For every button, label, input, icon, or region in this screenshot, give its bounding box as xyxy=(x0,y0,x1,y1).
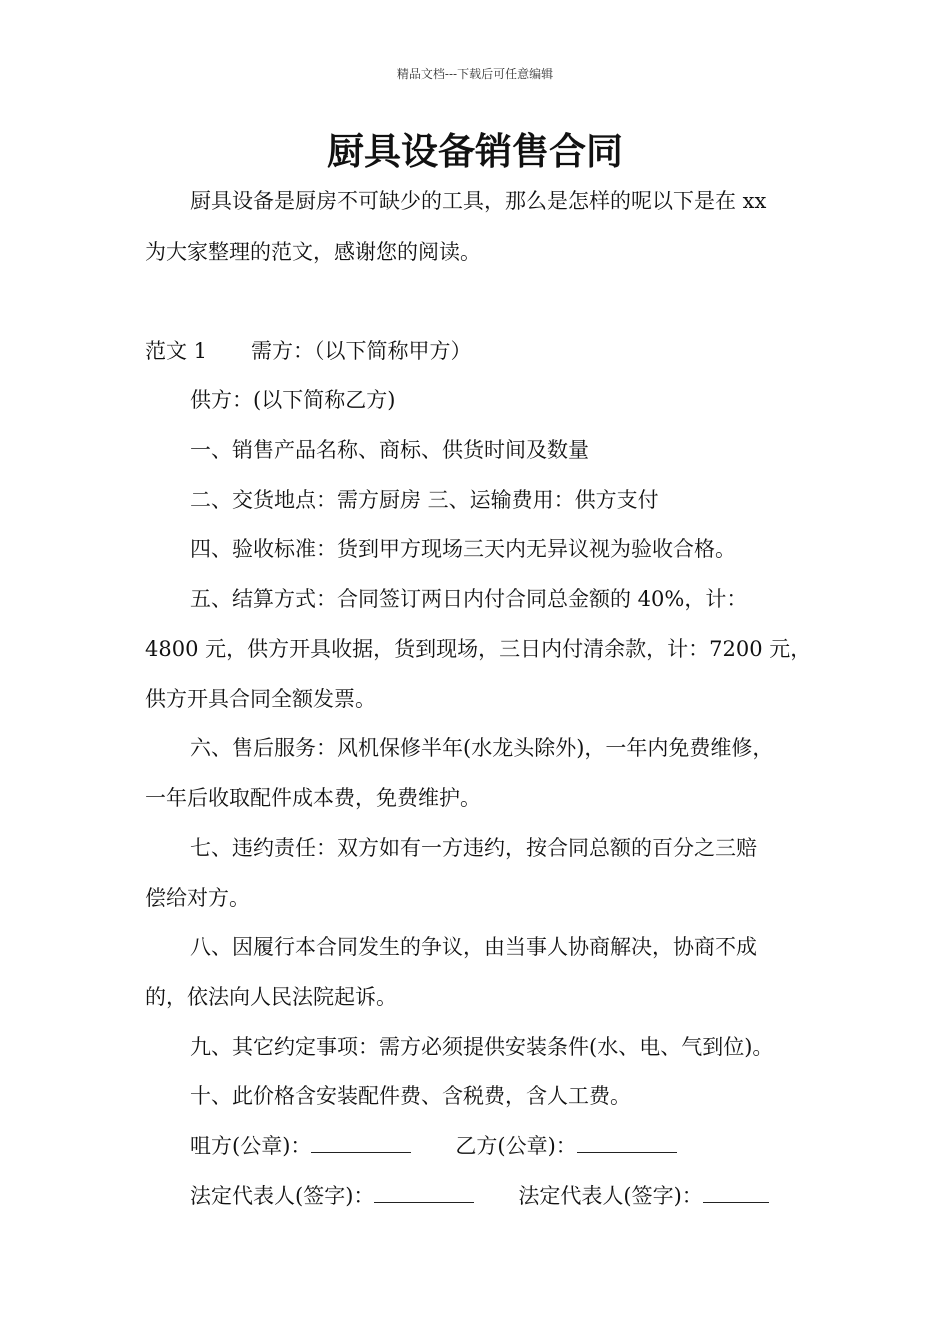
party-b-seal-blank xyxy=(577,1132,677,1153)
clause-5-line-2: 4800 元，供方开具收据，货到现场，三日内付清余款，计：7200 元， xyxy=(145,637,812,661)
clause-2-3: 二、交货地点：需方厨房 三、运输费用：供方支付 xyxy=(190,488,659,512)
party-b-seal-label: 乙方(公章)： xyxy=(455,1134,577,1158)
clause-4: 四、验收标准：货到甲方现场三天内无异议视为验收合格。 xyxy=(190,537,736,561)
clause-8-line-1: 八、因履行本合同发生的争议，由当事人协商解决，协商不成 xyxy=(190,935,757,959)
rep-b-blank xyxy=(703,1182,769,1203)
rep-a-blank xyxy=(374,1182,474,1203)
supply-party: 供方：(以下简称乙方) xyxy=(190,388,396,412)
sample-label: 范文 1 xyxy=(145,339,208,363)
clause-9: 九、其它约定事项：需方必须提供安装条件(水、电、气到位)。 xyxy=(190,1035,774,1059)
intro-line-2: 为大家整理的范文，感谢您的阅读。 xyxy=(145,240,481,264)
clause-6-line-1: 六、售后服务：风机保修半年(水龙头除外)，一年内免费维修， xyxy=(190,736,774,760)
party-a-seal-blank xyxy=(311,1132,411,1153)
rep-b-label: 法定代表人(签字)： xyxy=(518,1184,703,1208)
clause-7-line-2: 偿给对方。 xyxy=(145,886,250,910)
clause-5-line-1: 五、结算方式：合同签订两日内付合同总金额的 40%，计： xyxy=(190,587,748,611)
representative-line xyxy=(190,1182,830,1210)
clause-8-line-2: 的，依法向人民法院起诉。 xyxy=(145,985,397,1009)
party-a-seal-label: 咀方(公章)： xyxy=(190,1134,312,1158)
seal-line xyxy=(190,1132,830,1160)
intro-line-1: 厨具设备是厨房不可缺少的工具，那么是怎样的呢以下是在 xx xyxy=(190,189,767,213)
clause-7-line-1: 七、违约责任：双方如有一方违约，按合同总额的百分之三赔 xyxy=(190,836,757,860)
clause-5-line-3: 供方开具合同全额发票。 xyxy=(145,687,376,711)
rep-a-label: 法定代表人(签字)： xyxy=(190,1184,375,1208)
clause-6-line-2: 一年后收取配件成本费，免费维护。 xyxy=(145,786,481,810)
clause-1: 一、销售产品名称、商标、供货时间及数量 xyxy=(190,438,589,462)
clause-10: 十、此价格含安装配件费、含税费，含人工费。 xyxy=(190,1084,631,1108)
page-header: 精品文档---下载后可任意编辑 xyxy=(396,67,554,81)
sample-heading xyxy=(145,337,825,365)
document-title: 厨具设备销售合同 xyxy=(327,130,623,173)
demand-party: 需方：（以下简称甲方） xyxy=(251,339,472,363)
